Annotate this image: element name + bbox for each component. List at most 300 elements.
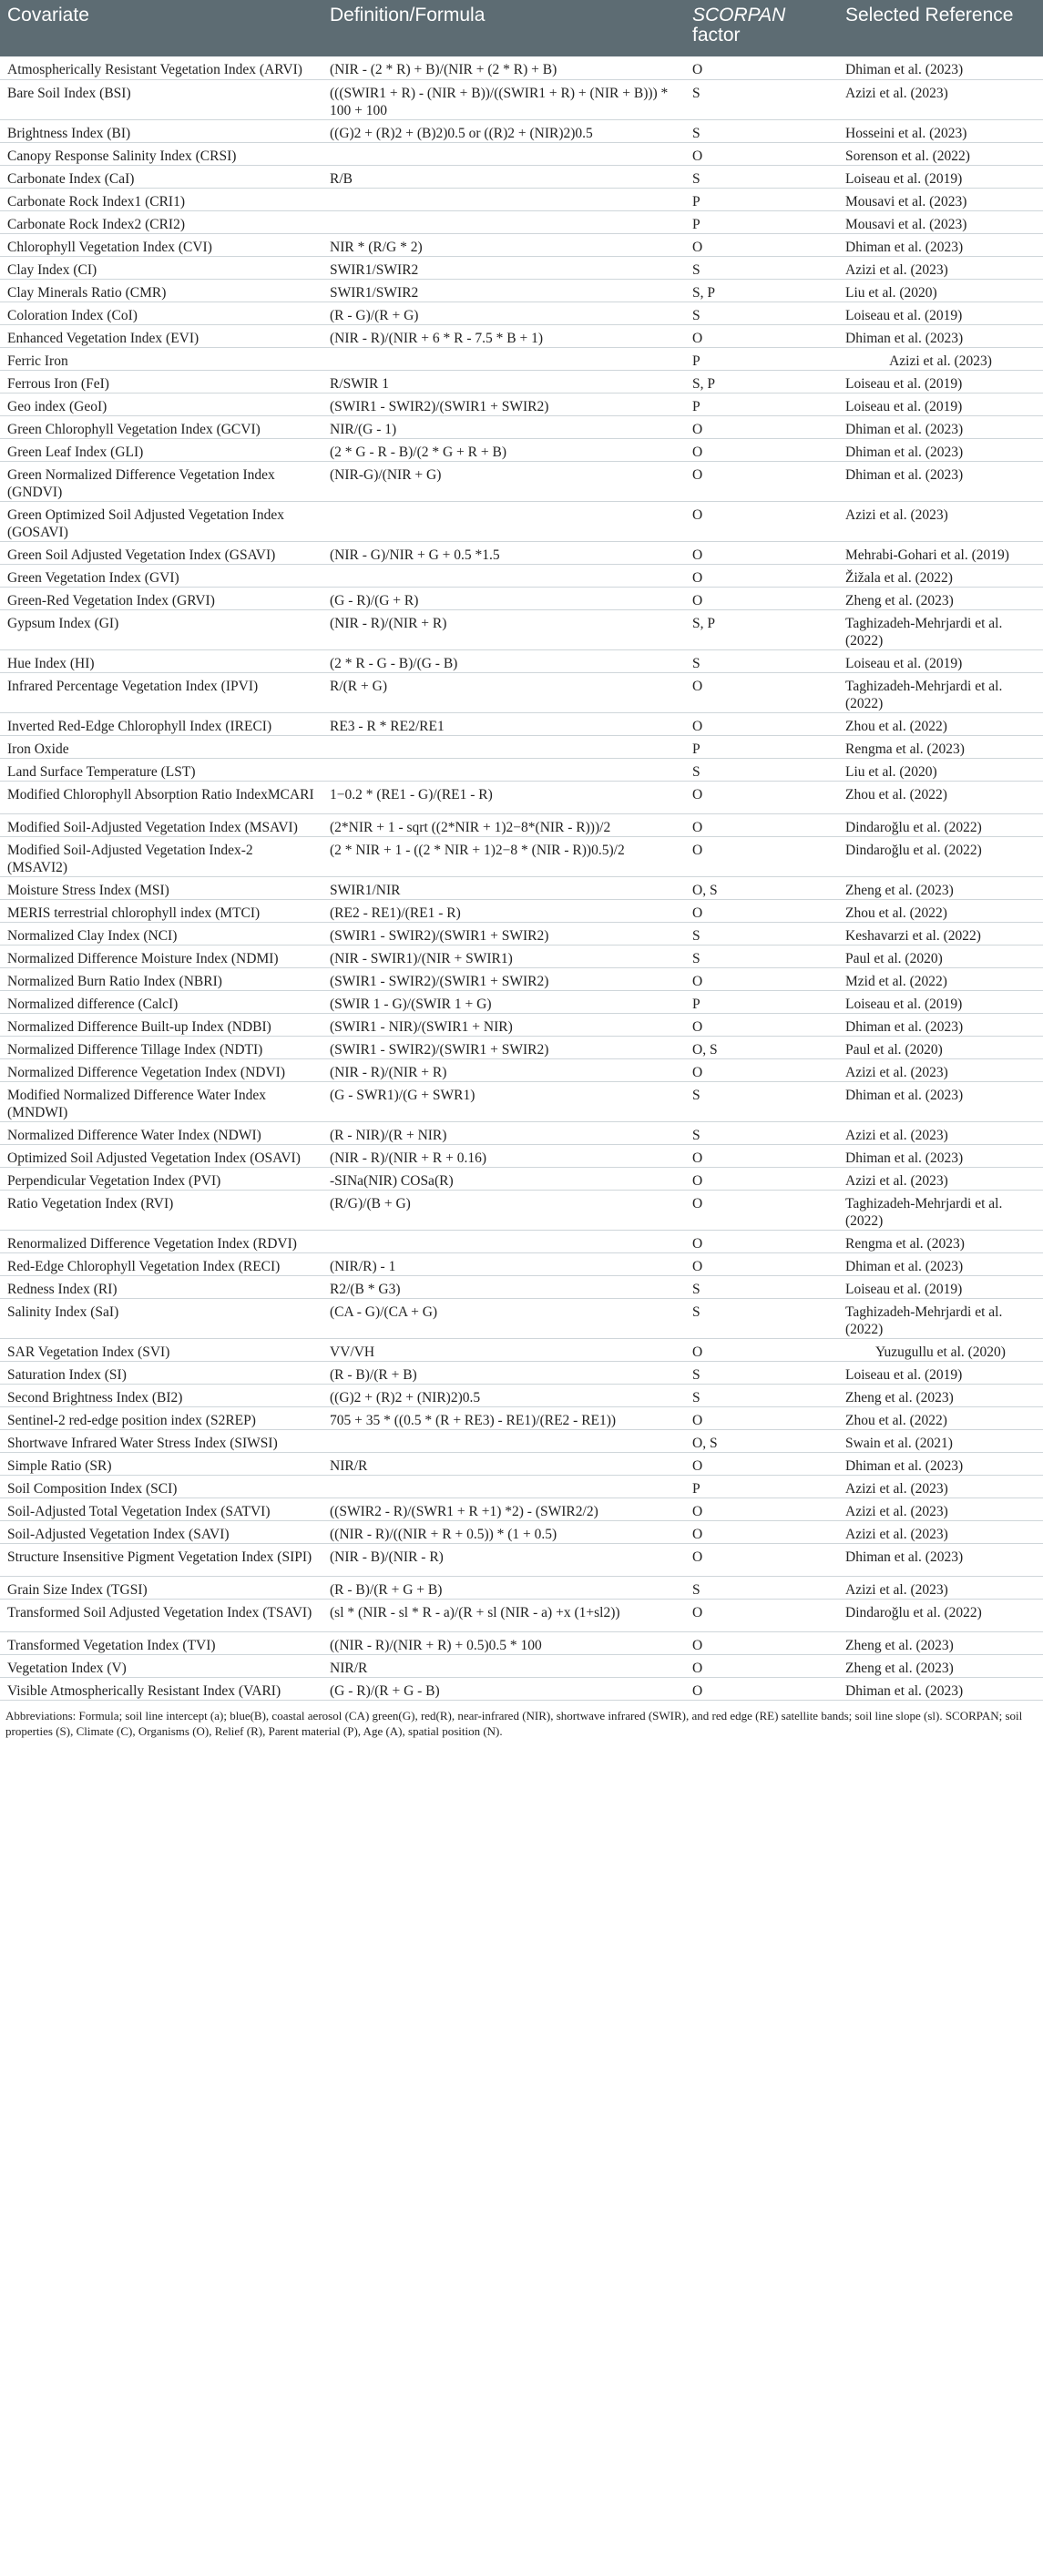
table-row [0,1498,1043,1520]
formula-cell [322,1654,685,1677]
formula-cell [322,1144,685,1167]
formula-cell [322,758,685,781]
scorpan-factor-cell [685,324,838,347]
scorpan-factor-cell-text: P [692,1480,700,1497]
scorpan-factor-cell-text: O [692,1344,703,1360]
formula-cell [322,165,685,188]
covariate-cell [0,1230,322,1252]
covariate-cell-text: Gypsum Index (GI) [7,615,119,631]
formula-cell [322,1338,685,1361]
scorpan-factor-cell-text: O [692,842,703,858]
covariate-cell [0,649,322,672]
table-row [0,758,1043,781]
scorpan-factor-cell [685,899,838,922]
formula-cell [322,347,685,370]
scorpan-factor-cell-text: P [692,216,700,232]
reference-cell [838,1013,1043,1036]
formula-cell [322,922,685,945]
scorpan-factor-cell-text: O [692,1172,703,1189]
formula-cell [322,438,685,461]
covariate-cell [0,142,322,165]
covariate-cell [0,564,322,587]
scorpan-factor-cell-text: O [692,62,703,77]
scorpan-factor-cell [685,56,838,79]
reference-cell-text: Keshavarzi et al. (2022) [845,927,981,944]
reference-cell-text: Zheng et al. (2023) [845,1637,954,1653]
scorpan-factor-cell-text: O [692,148,703,164]
covariate-cell [0,165,322,188]
table-row [0,165,1043,188]
formula-cell-text: (2 * G - R - B)/(2 * G + R + B) [330,444,506,460]
reference-cell [838,1190,1043,1230]
reference-cell-text: Taghizadeh-Mehrjardi et al. (2022) [845,615,1003,649]
scorpan-factor-cell-text: O [692,678,703,694]
formula-cell-text: (NIR - G)/NIR + G + 0.5 *1.5 [330,547,500,563]
covariate-cell-text: Green Chlorophyll Vegetation Index (GCVI) [7,421,261,437]
formula-cell-text [330,211,678,216]
formula-cell [322,279,685,302]
reference-cell [838,735,1043,758]
covariate-cell [0,1252,322,1275]
reference-cell [838,1384,1043,1406]
scorpan-factor-cell-text: O, S [692,882,718,898]
formula-cell-text [330,143,678,148]
scorpan-factor-cell-text: O, S [692,1435,718,1451]
formula-cell-text: (SWIR1 - SWIR2)/(SWIR1 + SWIR2) [330,1041,549,1058]
scorpan-factor-cell-text: O [692,1549,703,1565]
scorpan-factor-cell-text: O [692,1660,703,1676]
covariate-cell-text: Coloration Index (CoI) [7,307,138,323]
reference-cell [838,461,1043,501]
covariate-cell-text: Normalized Difference Water Index (NDWI) [7,1127,261,1143]
covariate-cell [0,1167,322,1190]
scorpan-factor-cell [685,564,838,587]
scorpan-factor-cell [685,1429,838,1452]
table-row [0,813,1043,836]
formula-cell [322,813,685,836]
reference-cell [838,1081,1043,1121]
table-row [0,347,1043,370]
reference-cell [838,967,1043,990]
covariate-cell-text: Ratio Vegetation Index (RVI) [7,1195,174,1211]
covariate-cell [0,967,322,990]
scorpan-factor-cell [685,1361,838,1384]
covariate-cell [0,672,322,712]
formula-cell-text: (NIR-G)/(NIR + G) [330,466,442,483]
table-row [0,945,1043,967]
covariate-cell-text: Transformed Soil Adjusted Vegetation Index (TSAVI) [7,1604,312,1620]
formula-cell [322,1013,685,1036]
formula-cell [322,501,685,541]
scorpan-factor-cell [685,587,838,609]
scorpan-factor-cell-text: O [692,1637,703,1653]
covariate-cell [0,990,322,1013]
formula-cell-text: RE3 - R * RE2/RE1 [330,718,445,734]
reference-cell-text: Taghizadeh-Mehrjardi et al. (2022) [845,1303,1003,1337]
formula-cell-text: (RE2 - RE1)/(RE1 - R) [330,905,461,921]
covariate-cell [0,1429,322,1452]
scorpan-factor-cell-text: S, P [692,284,715,301]
scorpan-factor-cell [685,1275,838,1298]
reference-cell [838,1543,1043,1576]
covariate-cell-text: Simple Ratio (SR) [7,1457,112,1474]
covariate-cell-text: Modified Soil-Adjusted Vegetation Index (MSAVI) [7,819,298,835]
formula-cell [322,587,685,609]
table-row [0,1520,1043,1543]
table-row [0,142,1043,165]
formula-cell [322,1384,685,1406]
covariate-cell [0,541,322,564]
reference-cell [838,609,1043,649]
reference-cell [838,233,1043,256]
formula-cell [322,1498,685,1520]
reference-cell [838,876,1043,899]
formula-cell-text: (NIR - R)/(NIR + R) [330,615,447,631]
reference-cell [838,990,1043,1013]
scorpan-factor-cell-text: O [692,973,703,989]
reference-cell-text: Zheng et al. (2023) [845,1660,954,1676]
scorpan-factor-cell [685,79,838,119]
scorpan-factor-cell [685,922,838,945]
covariate-cell-text: Inverted Red-Edge Chlorophyll Index (IRECI) [7,718,272,734]
reference-cell [838,836,1043,876]
table-row [0,188,1043,210]
formula-cell-text: (G - SWR1)/(G + SWR1) [330,1087,475,1103]
covariate-cell [0,302,322,324]
covariate-cell-text: Normalized difference (CalcI) [7,996,179,1012]
scorpan-factor-cell [685,188,838,210]
formula-cell [322,1058,685,1081]
reference-cell [838,1520,1043,1543]
reference-cell [838,188,1043,210]
reference-cell-text: Azizi et al. (2023) [845,1526,948,1542]
reference-cell [838,781,1043,813]
reference-cell [838,1338,1043,1361]
reference-cell-text: Azizi et al. (2023) [889,353,992,369]
reference-cell [838,1121,1043,1144]
scorpan-factor-cell-text: S [692,85,700,101]
formula-cell-text: R/B [330,170,353,187]
reference-cell-text: Loiseau et al. (2019) [845,307,963,323]
reference-cell-text: Loiseau et al. (2019) [845,170,963,187]
covariate-cell-text: Hue Index (HI) [7,655,95,671]
covariate-cell-text: Clay Index (CI) [7,261,97,278]
scorpan-factor-cell [685,735,838,758]
covariate-cell-text: Normalized Difference Built-up Index (NDBI) [7,1018,271,1035]
covariate-cell-text: Sentinel-2 red-edge position index (S2REP) [7,1412,256,1428]
reference-cell-text: Loiseau et al. (2019) [845,375,963,392]
covariate-cell-text: Vegetation Index (V) [7,1660,127,1676]
covariate-cell-text: Carbonate Rock Index1 (CRI1) [7,193,185,210]
scorpan-factor-cell [685,461,838,501]
formula-cell-text: ((G)2 + (R)2 + (NIR)2)0.5 [330,1389,481,1406]
formula-cell [322,119,685,142]
formula-cell [322,1121,685,1144]
table-row [0,256,1043,279]
scorpan-factor-cell [685,541,838,564]
scorpan-factor-cell [685,393,838,415]
formula-cell-text: (NIR - (2 * R) + B)/(NIR + (2 * R) + B) [330,62,557,77]
table-row [0,56,1043,79]
formula-cell-text [330,189,678,193]
table-row [0,1452,1043,1475]
covariate-cell [0,415,322,438]
scorpan-factor-cell-text: O [692,466,703,483]
formula-cell [322,1252,685,1275]
scorpan-factor-cell-text: O [692,718,703,734]
scorpan-factor-cell [685,1144,838,1167]
reference-cell-text: Hosseini et al. (2023) [845,125,967,141]
table-row [0,609,1043,649]
formula-cell [322,56,685,79]
reference-cell [838,501,1043,541]
covariate-cell-text: Saturation Index (SI) [7,1366,127,1383]
reference-cell-text: Loiseau et al. (2019) [845,996,963,1012]
table-row [0,438,1043,461]
formula-cell-text: (CA - G)/(CA + G) [330,1303,438,1320]
scorpan-factor-cell-text: S [692,307,700,323]
scorpan-factor-cell [685,1543,838,1576]
formula-cell-text [330,1476,678,1480]
formula-cell [322,1543,685,1576]
reference-cell-text: Zhou et al. (2022) [845,718,947,734]
covariate-cell [0,1520,322,1543]
formula-cell-text: (NIR - R)/(NIR + R + 0.16) [330,1150,487,1166]
covariate-cell [0,1631,322,1654]
covariate-cell-text: Iron Oxide [7,741,69,757]
scorpan-factor-cell [685,876,838,899]
table-row [0,501,1043,541]
formula-cell-text: R2/(B * G3) [330,1281,401,1297]
scorpan-factor-cell-text: S [692,950,700,966]
formula-cell-text [330,759,678,763]
scorpan-factor-cell [685,1230,838,1252]
scorpan-factor-cell-text: S [692,1389,700,1406]
table-row [0,1230,1043,1252]
reference-cell-text: Loiseau et al. (2019) [845,655,963,671]
covariate-cell [0,370,322,393]
covariate-cell-text: Visible Atmospherically Resistant Index (VARI) [7,1682,281,1699]
scorpan-factor-cell [685,967,838,990]
table-row [0,1361,1043,1384]
table-row [0,1475,1043,1498]
formula-cell [322,393,685,415]
reference-cell [838,1406,1043,1429]
reference-cell [838,1576,1043,1599]
formula-cell [322,712,685,735]
covariate-cell [0,256,322,279]
formula-cell [322,1275,685,1298]
covariate-cell [0,1081,322,1121]
scorpan-factor-cell [685,501,838,541]
covariate-cell-text: Normalized Clay Index (NCI) [7,927,178,944]
covariate-cell-text: Normalized Difference Vegetation Index (NDVI) [7,1064,285,1080]
reference-cell-text: Yuzugullu et al. (2020) [875,1344,1006,1360]
formula-cell [322,461,685,501]
covariate-cell [0,1013,322,1036]
table-row [0,1144,1043,1167]
covariate-cell [0,1298,322,1338]
scorpan-factor-cell [685,1298,838,1338]
reference-cell-text: Zhou et al. (2022) [845,1412,947,1428]
covariate-cell [0,735,322,758]
scorpan-factor-cell-text: O [692,1195,703,1211]
formula-cell-text [330,565,678,569]
covariate-cell [0,438,322,461]
formula-cell [322,1520,685,1543]
scorpan-factor-cell [685,1406,838,1429]
scorpan-factor-cell [685,233,838,256]
covariate-cell-text: Normalized Burn Ratio Index (NBRI) [7,973,222,989]
scorpan-factor-cell [685,990,838,1013]
formula-cell [322,1361,685,1384]
scorpan-factor-cell-text: O [692,592,703,608]
reference-cell-text: Azizi et al. (2023) [845,1127,948,1143]
scorpan-factor-cell [685,256,838,279]
scorpan-factor-cell-text: P [692,996,700,1012]
header-definition-formula: Definition/Formula [322,0,685,56]
formula-cell [322,1081,685,1121]
reference-cell [838,1654,1043,1677]
covariate-cell-text: Ferric Iron [7,353,68,369]
covariate-cell-text: Normalized Difference Tillage Index (NDTI) [7,1041,263,1058]
reference-cell [838,1599,1043,1631]
formula-cell [322,649,685,672]
covariate-cell [0,79,322,119]
reference-cell [838,813,1043,836]
table-row [0,990,1043,1013]
reference-cell-text: Žižala et al. (2022) [845,569,953,586]
covariate-cell [0,501,322,541]
reference-cell-text: Mehrabi-Gohari et al. (2019) [845,547,1009,563]
formula-cell [322,1429,685,1452]
formula-cell-text: (NIR - R)/(NIR + 6 * R - 7.5 * B + 1) [330,330,544,346]
scorpan-factor-cell-text: S [692,655,700,671]
table-row [0,1081,1043,1121]
scorpan-factor-cell [685,1384,838,1406]
formula-cell-text: ((SWIR2 - R)/(SWR1 + R +1) *2) - (SWIR2/2) [330,1503,598,1519]
scorpan-factor-cell-text: S [692,763,700,780]
formula-cell [322,876,685,899]
table-row [0,1631,1043,1654]
covariate-cell [0,461,322,501]
formula-cell [322,967,685,990]
table-row [0,1338,1043,1361]
formula-cell [322,1452,685,1475]
reference-cell-text: Taghizadeh-Mehrjardi et al. (2022) [845,678,1003,711]
reference-cell [838,1631,1043,1654]
covariate-cell-text: Canopy Response Salinity Index (CRSI) [7,148,237,164]
covariate-cell [0,1058,322,1081]
formula-cell [322,1167,685,1190]
covariate-cell [0,1543,322,1576]
table-row [0,302,1043,324]
formula-cell-text: (NIR - R)/(NIR + R) [330,1064,447,1080]
reference-cell-text: Zheng et al. (2023) [845,1389,954,1406]
scorpan-factor-cell [685,210,838,233]
scorpan-factor-cell-text: O [692,905,703,921]
scorpan-factor-cell [685,302,838,324]
table-row [0,461,1043,501]
scorpan-factor-cell [685,347,838,370]
reference-cell [838,165,1043,188]
covariate-cell-text: Geo index (GeoI) [7,398,107,414]
reference-cell-text: Paul et al. (2020) [845,1041,943,1058]
formula-cell-text: SWIR1/SWIR2 [330,261,419,278]
formula-cell [322,302,685,324]
scorpan-factor-cell-text: O [692,1064,703,1080]
formula-cell-text: 705 + 35 * ((0.5 * (R + RE3) - RE1)/(RE2 - RE1)) [330,1412,617,1428]
covariate-cell [0,1036,322,1058]
covariate-cell-text: Structure Insensitive Pigment Vegetation Index (SIPI) [7,1549,312,1565]
formula-cell [322,1230,685,1252]
formula-cell-text: (SWIR1 - SWIR2)/(SWIR1 + SWIR2) [330,398,549,414]
reference-cell [838,899,1043,922]
covariate-cell-text: Moisture Stress Index (MSI) [7,882,169,898]
covariate-cell-text: Carbonate Index (CaI) [7,170,135,187]
covariate-cell-text: SAR Vegetation Index (SVI) [7,1344,170,1360]
covariate-cell-text: Salinity Index (SaI) [7,1303,119,1320]
covariate-cell-text: Atmospherically Resistant Vegetation Index (ARVI) [7,62,302,77]
formula-cell [322,1036,685,1058]
scorpan-factor-cell-text: O [692,330,703,346]
formula-cell-text: (sl * (NIR - sl * R - a)/(R + sl (NIR - a) +x (1+sl2)) [330,1604,620,1620]
reference-cell-text: Azizi et al. (2023) [845,1503,948,1519]
scorpan-factor-cell [685,1338,838,1361]
covariate-cell [0,899,322,922]
formula-cell-text: NIR * (R/G * 2) [330,239,423,255]
covariate-cell-text: Redness Index (RI) [7,1281,118,1297]
table-row [0,1599,1043,1631]
table-row [0,1275,1043,1298]
formula-cell-text [330,502,678,506]
formula-cell-text [330,1430,678,1435]
reference-cell-text: Azizi et al. (2023) [845,506,948,523]
covariate-cell-text: Soil Composition Index (SCI) [7,1480,178,1497]
formula-cell-text: -SINa(NIR) COSa(R) [330,1172,454,1189]
scorpan-factor-cell-text: S, P [692,615,715,631]
reference-cell-text: Dhiman et al. (2023) [845,1549,964,1565]
scorpan-factor-cell [685,165,838,188]
table-row [0,1121,1043,1144]
covariate-cell-text: Brightness Index (BI) [7,125,131,141]
covariate-cell [0,188,322,210]
reference-cell [838,541,1043,564]
covariate-cell-text: Transformed Vegetation Index (TVI) [7,1637,216,1653]
scorpan-factor-cell [685,1036,838,1058]
reference-cell-text: Mzid et al. (2022) [845,973,947,989]
reference-cell [838,587,1043,609]
reference-cell-text: Dhiman et al. (2023) [845,1682,964,1699]
covariate-cell [0,1475,322,1498]
covariate-cell [0,1498,322,1520]
reference-cell [838,649,1043,672]
reference-cell-text: Dhiman et al. (2023) [845,421,964,437]
covariate-cell-text: Green Optimized Soil Adjusted Vegetation Index (GOSAVI) [7,506,285,540]
reference-cell-text: Paul et al. (2020) [845,950,943,966]
reference-cell-text: Dhiman et al. (2023) [845,330,964,346]
scorpan-factor-cell-text: O [692,819,703,835]
scorpan-factor-cell [685,649,838,672]
scorpan-factor-cell [685,1631,838,1654]
reference-cell-text: Dhiman et al. (2023) [845,62,964,77]
scorpan-factor-cell-text: O [692,506,703,523]
reference-cell-text: Azizi et al. (2023) [845,1480,948,1497]
formula-cell [322,945,685,967]
reference-cell [838,1677,1043,1700]
formula-cell-text: SWIR1/SWIR2 [330,284,419,301]
reference-cell-text: Sorenson et al. (2022) [845,148,970,164]
